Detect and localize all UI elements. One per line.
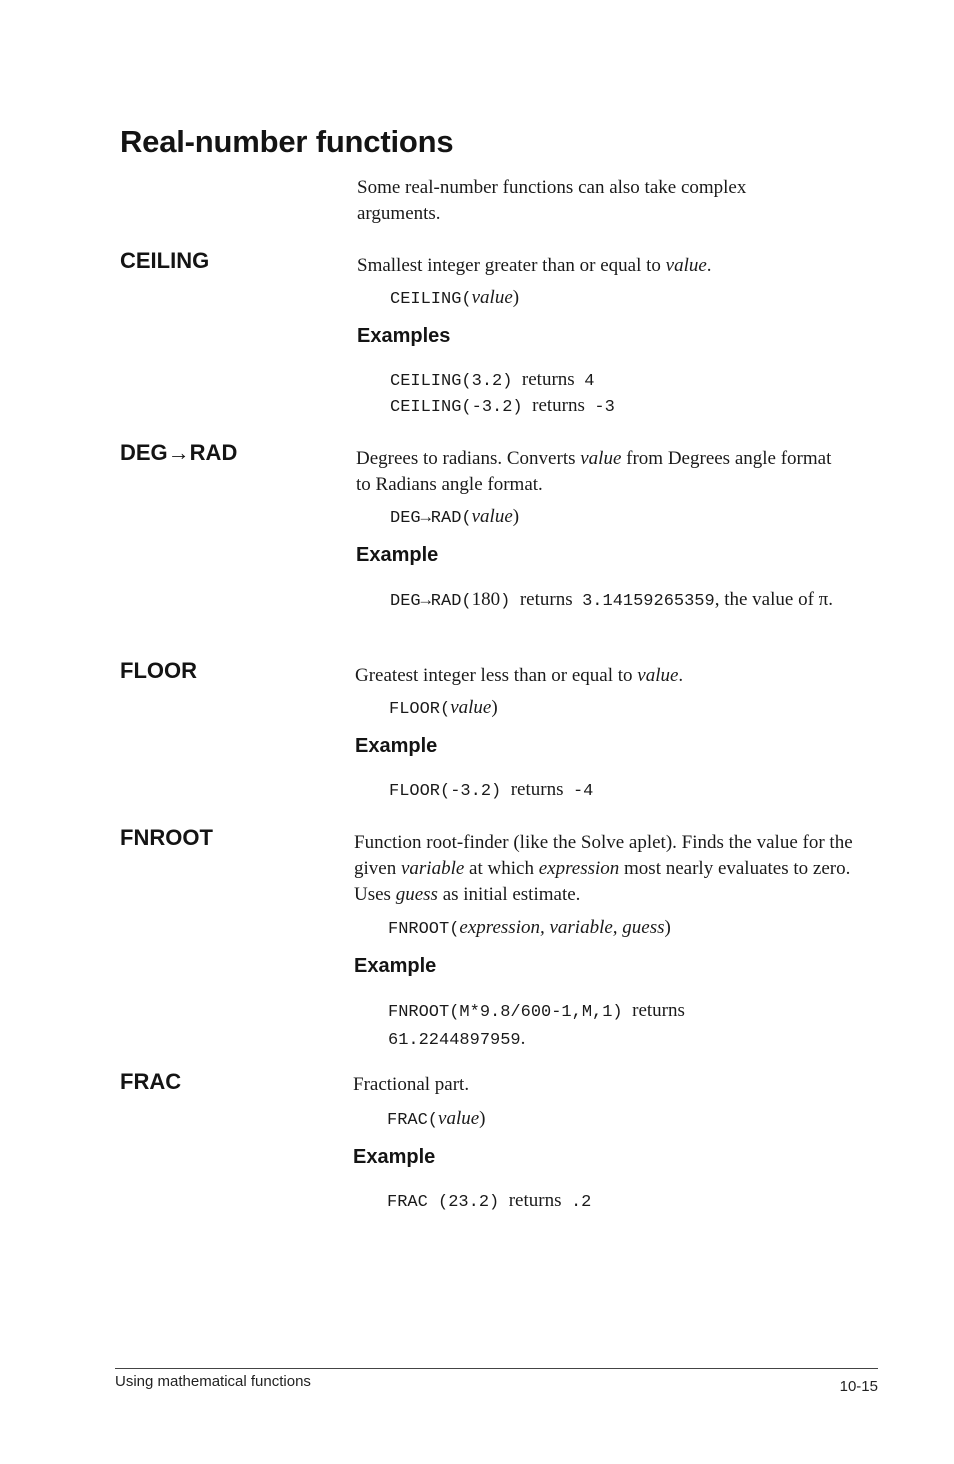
degrad-syntax-arg: value [471,506,513,527]
frac-ex-word: returns [508,1190,562,1211]
ceiling-ex1-result: 4 [584,372,595,391]
fnroot-example-heading: Example [354,955,437,977]
floor-ex-result: -4 [572,782,594,801]
page-title: Real-number functions [120,124,454,159]
floor-syntax [389,695,498,723]
function-name-degrad: DEG→RAD [120,440,238,465]
floor-syntax-arg: value [450,697,492,718]
ceiling-syntax-fn: CEILING( [390,290,472,309]
fnroot-desc-var1: variable [400,858,465,879]
frac-syntax-fn: FRAC( [387,1111,439,1130]
fnroot-syntax-close: ) [664,917,671,938]
frac-syntax-close: ) [479,1108,486,1129]
degrad-ex-tail: , the value of π. [714,589,833,610]
degrad-ex-code-close: ) [500,592,511,611]
floor-syntax-close: ) [491,697,498,718]
fnroot-example [388,998,788,1054]
degrad-syntax-close: ) [512,506,520,527]
floor-desc-text: Greatest integer less than or equal to [355,665,638,686]
footer-rule [115,1368,878,1369]
fnroot-syntax-fn: FNROOT( [388,920,460,939]
frac-ex-code: FRAC (23.2) [387,1193,500,1212]
fnroot-ex-result: 61.2244897959 [388,1031,521,1050]
degrad-desc-var: value [580,448,622,469]
frac-example [387,1188,591,1216]
frac-ex-result: .2 [570,1193,592,1212]
floor-syntax-fn: FLOOR( [389,700,451,719]
degrad-syntax [390,504,519,532]
degrad-ex-code-fn: DEG→RAD( [390,592,472,611]
fnroot-ex-code: FNROOT(M*9.8/600-1,M,1) [388,1003,623,1022]
frac-example-heading: Example [353,1146,436,1168]
function-name-floor: FLOOR [120,658,197,683]
fnroot-desc-var3: guess [395,884,438,905]
fnroot-description [354,830,884,908]
floor-example-heading: Example [355,735,438,757]
function-name-ceiling: CEILING [120,248,210,273]
ceiling-description [357,253,837,279]
fnroot-ex-word: returns [632,1000,685,1021]
function-name-frac: FRAC [120,1069,182,1094]
ceiling-ex2-code: CEILING(-3.2) [390,398,523,417]
ceiling-ex2-word: returns [532,395,585,416]
floor-desc-var: value [637,665,679,686]
fnroot-syntax [388,915,671,943]
ceiling-example-1 [390,367,594,395]
ceiling-examples-heading: Examples [357,325,451,347]
footer-page-number: 10-15 [839,1378,878,1395]
ceiling-example-2 [390,393,615,421]
frac-description: Fractional part. [353,1074,470,1095]
ceiling-ex1-word: returns [521,369,575,390]
ceiling-syntax-close: ) [512,287,520,308]
frac-syntax [387,1106,486,1134]
ceiling-syntax-arg: value [471,287,513,308]
fnroot-syntax-arg: expression, variable, guess [459,917,665,938]
fnroot-desc-1: Function root-finder (like the Solve aplet). Finds the value for the given [354,832,853,879]
floor-desc-end: . [678,665,684,686]
fnroot-desc-var2: expression [538,858,620,879]
ceiling-desc-end: . [706,255,712,276]
floor-ex-word: returns [510,779,564,800]
fnroot-desc-4: as initial estimate. [437,884,581,905]
degrad-example [390,587,850,615]
ceiling-syntax [390,285,519,313]
degrad-example-heading: Example [356,544,439,566]
degrad-syntax-fn: DEG→RAD( [390,509,472,528]
fnroot-ex-tail: . [520,1028,526,1049]
degrad-description [356,446,846,498]
degrad-desc-start: Degrees to radians. Converts [356,448,581,469]
floor-description [355,663,835,689]
footer-section-title: Using mathematical functions [115,1373,311,1390]
degrad-desc-end: from Degrees angle format to Radians angle format. [356,448,832,495]
intro-paragraph: Some real-number functions can also take complex arguments. [357,177,747,224]
function-name-fnroot: FNROOT [120,825,213,850]
floor-ex-code: FLOOR(-3.2) [389,782,502,801]
fnroot-desc-2: at which [464,858,539,879]
degrad-ex-result: 3.14159265359 [582,592,715,611]
floor-example [389,777,593,805]
fnroot-desc-3: most nearly evaluates to zero. Uses [354,858,851,905]
frac-syntax-arg: value [438,1108,480,1129]
ceiling-desc-var: value [665,255,707,276]
ceiling-ex1-code: CEILING(3.2) [390,372,513,391]
ceiling-desc-text: Smallest integer greater than or equal to [357,255,666,276]
ceiling-ex2-result: -3 [594,398,615,417]
degrad-ex-word: returns [519,589,573,610]
degrad-ex-code-arg: 180 [471,589,501,610]
